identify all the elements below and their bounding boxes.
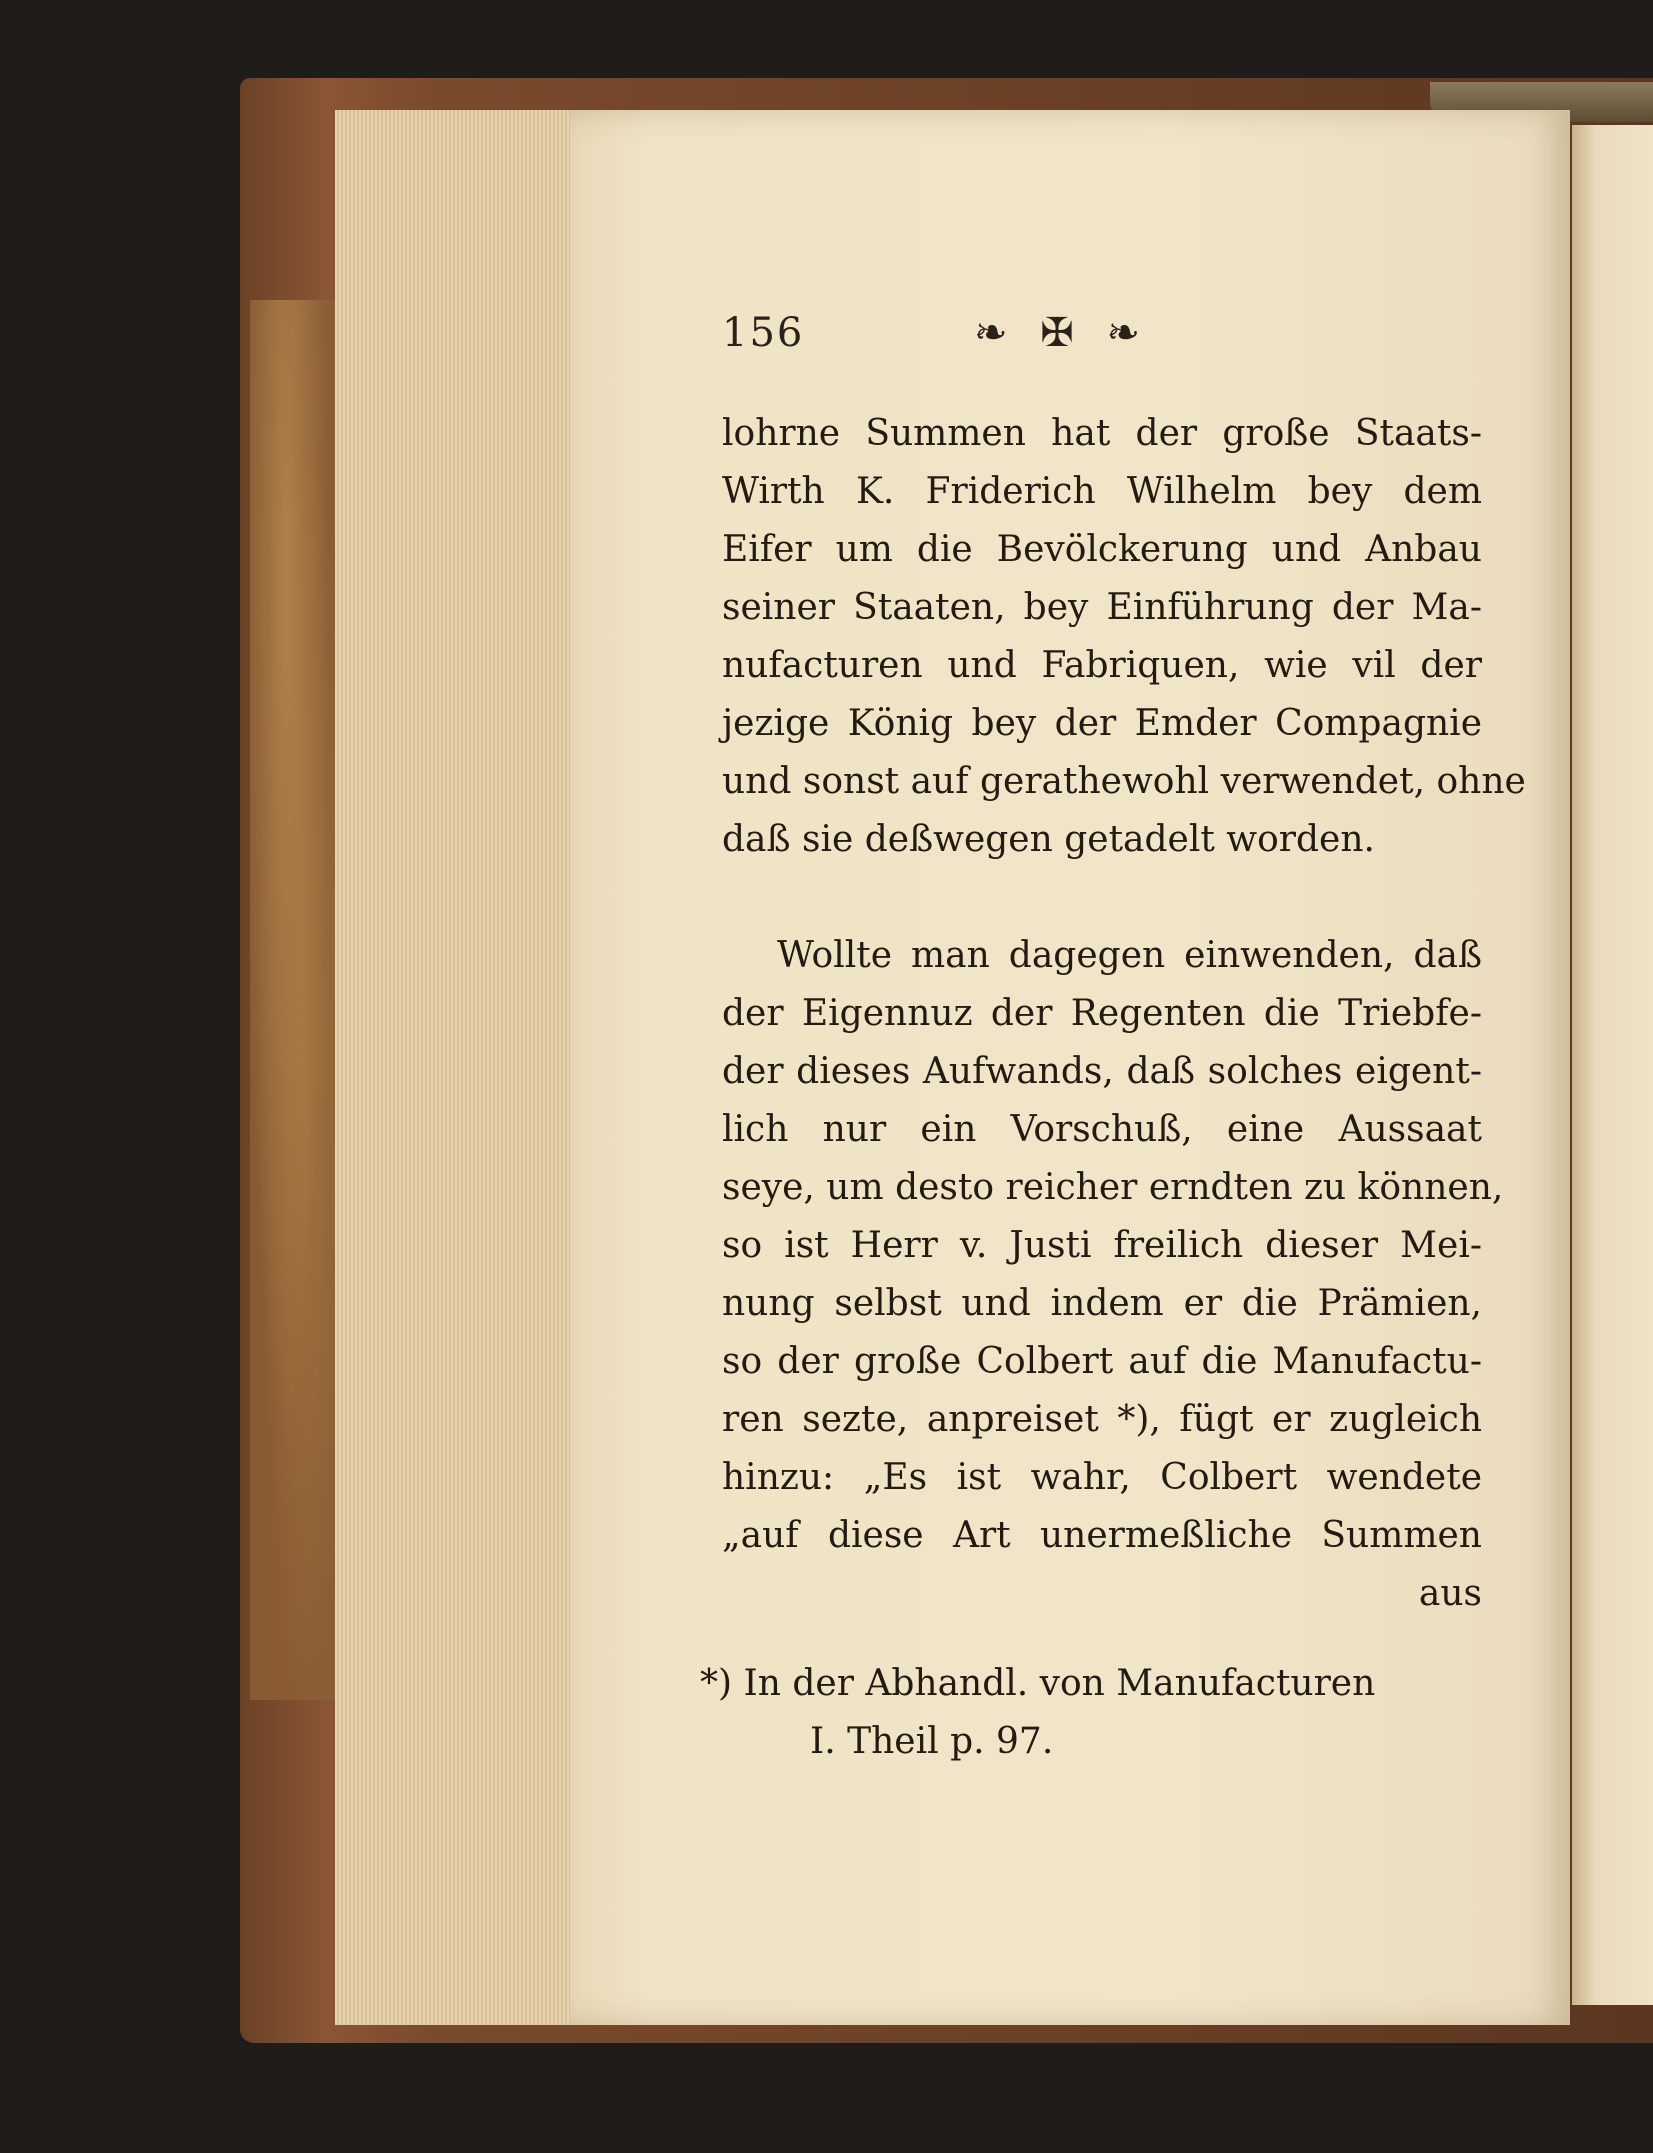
text-line: lich nur ein Vorschuß, eine Aussaat <box>722 1109 1482 1150</box>
main-text <box>722 405 1526 1623</box>
page-block-edge <box>335 110 571 2025</box>
page-header <box>722 310 1502 370</box>
footnote-line: I. Theil p. 97. <box>810 1721 1054 1762</box>
text-line: jezige König bey der Emder Compagnie <box>722 703 1482 744</box>
text-line: lohrne Summen hat der große Staats- <box>722 413 1482 454</box>
paragraph-gap <box>722 869 1482 927</box>
text-line: Eifer um die Bevölckerung und Anbau <box>722 529 1482 570</box>
page-number: 156 <box>722 310 805 356</box>
text-line: und sonst auf gerathewohl verwendet, ohne <box>722 761 1526 802</box>
catchword: aus <box>1418 1573 1482 1614</box>
facing-page <box>1572 125 1653 2005</box>
cover-marbling <box>250 300 340 1700</box>
text-line: der Eigennuz der Regenten die Triebfe- <box>722 993 1482 1034</box>
text-line: nung selbst und indem er die Prämien, <box>722 1283 1482 1324</box>
text-line: seye, um desto reicher erndten zu können, <box>722 1167 1504 1208</box>
text-line: „auf diese Art unermeßliche Summen <box>722 1515 1482 1556</box>
text-line: daß sie deßwegen getadelt worden. <box>722 819 1375 860</box>
text-line: ren sezte, anpreiset *), fügt er zugleich <box>722 1399 1482 1440</box>
header-ornament: ❧ ✠ ❧ <box>974 310 1150 356</box>
text-line: so der große Colbert auf die Manufactu- <box>722 1341 1482 1382</box>
footnote <box>700 1655 1460 1771</box>
text-line: nufacturen und Fabriquen, wie vil der <box>722 645 1482 686</box>
text-line: Wirth K. Friderich Wilhelm bey dem <box>722 471 1482 512</box>
text-line: der dieses Aufwands, daß solches eigent- <box>722 1051 1482 1092</box>
text-line: Wollte man dagegen einwenden, daß <box>777 935 1482 976</box>
footnote-line: *) In der Abhandl. von Manufacturen <box>700 1663 1376 1704</box>
text-line: so ist Herr v. Justi freilich dieser Mei- <box>722 1225 1482 1266</box>
text-line: hinzu: „Es ist wahr, Colbert wendete <box>722 1457 1482 1498</box>
text-line: seiner Staaten, bey Einführung der Ma- <box>722 587 1482 628</box>
